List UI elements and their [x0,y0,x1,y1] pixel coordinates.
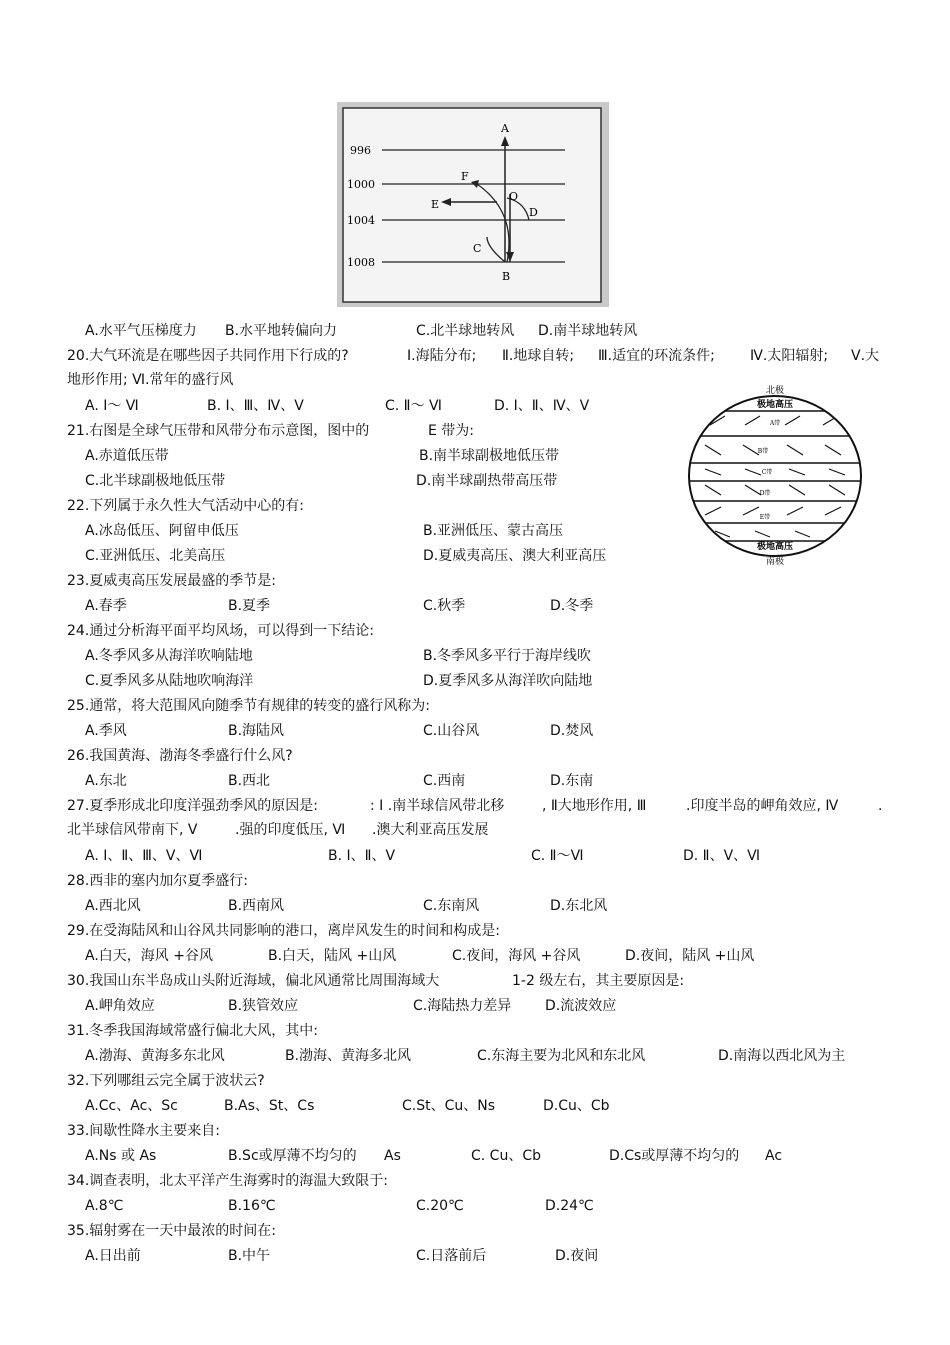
q27-stem-part5: . [878,798,883,814]
q25-option-c[interactable]: C.山谷风 [423,723,480,739]
q27-option-c[interactable]: C. Ⅱ～Ⅵ [531,848,584,864]
point-d-label: D [529,206,538,219]
q20-factor-1: Ⅰ.海陆分布; [407,348,477,364]
q21-option-a[interactable]: A.赤道低压带 [85,448,169,464]
q29-option-a[interactable]: A.白天，海风 +谷风 [85,948,213,964]
q27-option-a[interactable]: A. Ⅰ、Ⅱ、Ⅲ、Ⅴ、Ⅵ [85,848,203,864]
point-a-label: A [501,122,509,135]
belt-e-label: E带 [759,514,771,521]
q26-option-b[interactable]: B.西北 [228,773,271,789]
isobar-label-1000: 1000 [347,178,375,191]
q22-option-d[interactable]: D.夏威夷高压、澳大利亚高压 [423,548,607,564]
q27-option-d[interactable]: D. Ⅱ、Ⅴ、Ⅵ [683,848,761,864]
q30-option-c[interactable]: C.海陆热力差异 [413,998,512,1014]
q20-factor-5: Ⅴ.大 [851,348,880,364]
q26-option-a[interactable]: A.东北 [85,773,127,789]
q33-option-b-tail: As [384,1148,401,1164]
belt-d-label: D带 [759,490,771,497]
q29-option-b[interactable]: B.白天，陆风 +山风 [268,948,397,964]
q19-option-b[interactable]: B.水平地转偏向力 [225,323,338,339]
belt-b-label: B带 [757,448,769,455]
q27-stem-line2-part3: .澳大利亚高压发展 [372,822,489,838]
q29-option-d[interactable]: D.夜间，陆风 +山风 [625,948,755,964]
q31-stem: 31.冬季我国海域常盛行偏北大风，其中: [67,1023,318,1039]
q30-option-a[interactable]: A.岬角效应 [85,998,155,1014]
point-f-label: F [461,170,469,183]
q34-option-d[interactable]: D.24℃ [545,1198,594,1214]
q32-option-b[interactable]: B.As、St、Cs [224,1098,315,1114]
q28-option-c[interactable]: C.东南风 [423,898,480,914]
q27-stem-part4: .印度半岛的岬角效应, Ⅳ [686,798,839,814]
q26-option-c[interactable]: C.西南 [423,773,466,789]
q31-option-c[interactable]: C.东海主要为北风和东北风 [477,1048,646,1064]
q31-option-b[interactable]: B.渤海、黄海多北风 [285,1048,412,1064]
q28-option-b[interactable]: B.西南风 [228,898,285,914]
isobar-label-1004: 1004 [347,214,375,227]
q19-option-a[interactable]: A.水平气压梯度力 [85,323,197,339]
q34-option-b[interactable]: B.16℃ [228,1198,276,1214]
q25-option-b[interactable]: B.海陆风 [228,723,285,739]
q23-option-d[interactable]: D.冬季 [550,598,594,614]
q21-option-b[interactable]: B.南半球副极地低压带 [419,448,560,464]
q34-stem: 34.调查表明，北太平洋产生海雾时的海温大致限于: [67,1173,388,1189]
q33-option-d-tail: Ac [765,1148,783,1164]
q31-option-d[interactable]: D.南海以西北风为主 [718,1048,846,1064]
q27-stem-line2-part1: 北半球信风带南下, Ⅴ [67,822,198,838]
q24-option-b[interactable]: B.冬季风多平行于海岸线吹 [423,648,592,664]
q20-option-d[interactable]: D. Ⅰ、Ⅱ、Ⅳ、Ⅴ [494,398,590,414]
q33-option-a[interactable]: A.Ns 或 As [85,1148,157,1164]
point-c-label: C [473,242,482,255]
q19-option-d[interactable]: D.南半球地转风 [538,323,638,339]
q23-option-c[interactable]: C.秋季 [423,598,466,614]
q24-option-c[interactable]: C.夏季风多从陆地吹响海洋 [85,673,254,689]
q21-option-c[interactable]: C.北半球副极地低压带 [85,473,226,489]
q23-stem: 23.夏威夷高压发展最盛的季节是: [67,573,276,589]
q19-option-c[interactable]: C.北半球地转风 [416,323,515,339]
q32-option-d[interactable]: D.Cu、Cb [543,1098,610,1114]
point-b-label: B [502,270,511,283]
q35-option-d[interactable]: D.夜间 [555,1248,599,1264]
belt-a-label: A带 [769,420,781,427]
polar-high-north: 极地高压 [756,400,794,410]
q28-option-a[interactable]: A.西北风 [85,898,141,914]
q21-stem: 21.右图是全球气压带和风带分布示意图，图中的 [67,423,370,439]
polar-high-south: 极地高压 [756,542,794,552]
q21-stem-tail: E 带为: [428,423,475,439]
q20-option-c[interactable]: C. Ⅱ～ Ⅵ [385,398,442,414]
q20-stem-line2: 地形作用; Ⅵ.常年的盛行风 [67,372,234,388]
north-pole-label: 北极 [765,386,785,396]
q31-option-a[interactable]: A.渤海、黄海多东北风 [85,1048,225,1064]
point-e-label: E [431,198,440,211]
q32-stem: 32.下列哪组云完全属于波状云? [67,1073,265,1089]
q30-stem-tail: 1-2 级左右，其主要原因是: [512,973,685,989]
q27-stem-part1: 27.夏季形成北印度洋强劲季风的原因是: [67,798,318,814]
q22-option-c[interactable]: C.亚洲低压、北美高压 [85,548,226,564]
isobar-wind-diagram [337,102,609,307]
q33-option-c[interactable]: C. Cu、Cb [471,1148,541,1164]
q35-stem: 35.辐射雾在一天中最浓的时间在: [67,1223,276,1239]
q20-stem: 20.大气环流是在哪些因子共同作用下行成的? [67,348,349,364]
q32-option-c[interactable]: C.St、Cu、Ns [402,1098,496,1114]
q29-stem: 29.在受海陆风和山谷风共同影响的港口，离岸风发生的时间和构成是: [67,923,500,939]
q24-option-a[interactable]: A.冬季风多从海洋吹响陆地 [85,648,253,664]
q33-stem: 33.间歇性降水主要来自: [67,1123,220,1139]
q35-option-c[interactable]: C.日落前后 [416,1248,487,1264]
q26-option-d[interactable]: D.东南 [550,773,594,789]
q24-option-d[interactable]: D.夏季风多从海洋吹向陆地 [423,673,593,689]
q27-stem-line2-part2: .强的印度低压, Ⅵ [235,822,346,838]
q29-option-c[interactable]: C.夜间，海风 +谷风 [452,948,581,964]
belt-c-label: C带 [761,469,773,476]
q20-factor-3: Ⅲ.适宜的环流条件; [598,348,715,364]
q25-option-a[interactable]: A.季风 [85,723,127,739]
q28-stem: 28.西非的塞内加尔夏季盛行: [67,873,248,889]
q24-stem: 24.通过分析海平面平均风场，可以得到一下结论: [67,623,374,639]
q22-stem: 22.下列属于永久性大气活动中心的有: [67,498,304,514]
q25-option-d[interactable]: D.焚风 [550,723,594,739]
point-o-label: O [509,190,519,203]
q21-option-d[interactable]: D.南半球副热带高压带 [416,473,558,489]
q30-stem: 30.我国山东半岛成山头附近海域，偏北风通常比周围海域大 [67,973,440,989]
q26-stem: 26.我国黄海、渤海冬季盛行什么风? [67,748,293,764]
q20-factor-2: Ⅱ.地球自转; [502,348,575,364]
isobar-label-1008: 1008 [347,256,375,269]
q22-option-a[interactable]: A.冰岛低压、阿留申低压 [85,523,239,539]
q35-option-b[interactable]: B.中午 [228,1248,271,1264]
q32-option-a[interactable]: A.Cc、Ac、Sc [85,1098,178,1114]
q20-factor-4: Ⅳ.太阳辐射; [750,348,829,364]
q27-stem-part2: : Ⅰ .南半球信风带北移 [370,798,505,814]
q25-stem: 25.通常，将大范围风向随季节有规律的转变的盛行风称为: [67,698,430,714]
q33-option-b[interactable]: B.Sc或厚薄不均匀的 [228,1148,357,1164]
q20-option-b[interactable]: B. Ⅰ、Ⅲ、Ⅳ、Ⅴ [207,398,304,414]
q23-option-b[interactable]: B.夏季 [228,598,271,614]
pressure-belt-diagram [685,383,865,566]
q23-option-a[interactable]: A.春季 [85,598,127,614]
q22-option-b[interactable]: B.亚洲低压、蒙古高压 [423,523,564,539]
q33-option-d[interactable]: D.Cs或厚薄不均匀的 [609,1148,740,1164]
south-pole-label: 南极 [765,557,785,566]
q27-option-b[interactable]: B. Ⅰ、Ⅱ、Ⅴ [328,848,396,864]
q34-option-c[interactable]: C.20℃ [416,1198,464,1214]
q30-option-d[interactable]: D.流波效应 [545,998,617,1014]
q35-option-a[interactable]: A.日出前 [85,1248,141,1264]
q28-option-d[interactable]: D.东北风 [550,898,608,914]
q30-option-b[interactable]: B.狭管效应 [228,998,299,1014]
q34-option-a[interactable]: A.8℃ [85,1198,124,1214]
isobar-label-996: 996 [350,144,371,157]
q20-option-a[interactable]: A. Ⅰ～ Ⅵ [85,398,139,414]
q27-stem-part3: , Ⅱ大地形作用, Ⅲ [542,798,647,814]
